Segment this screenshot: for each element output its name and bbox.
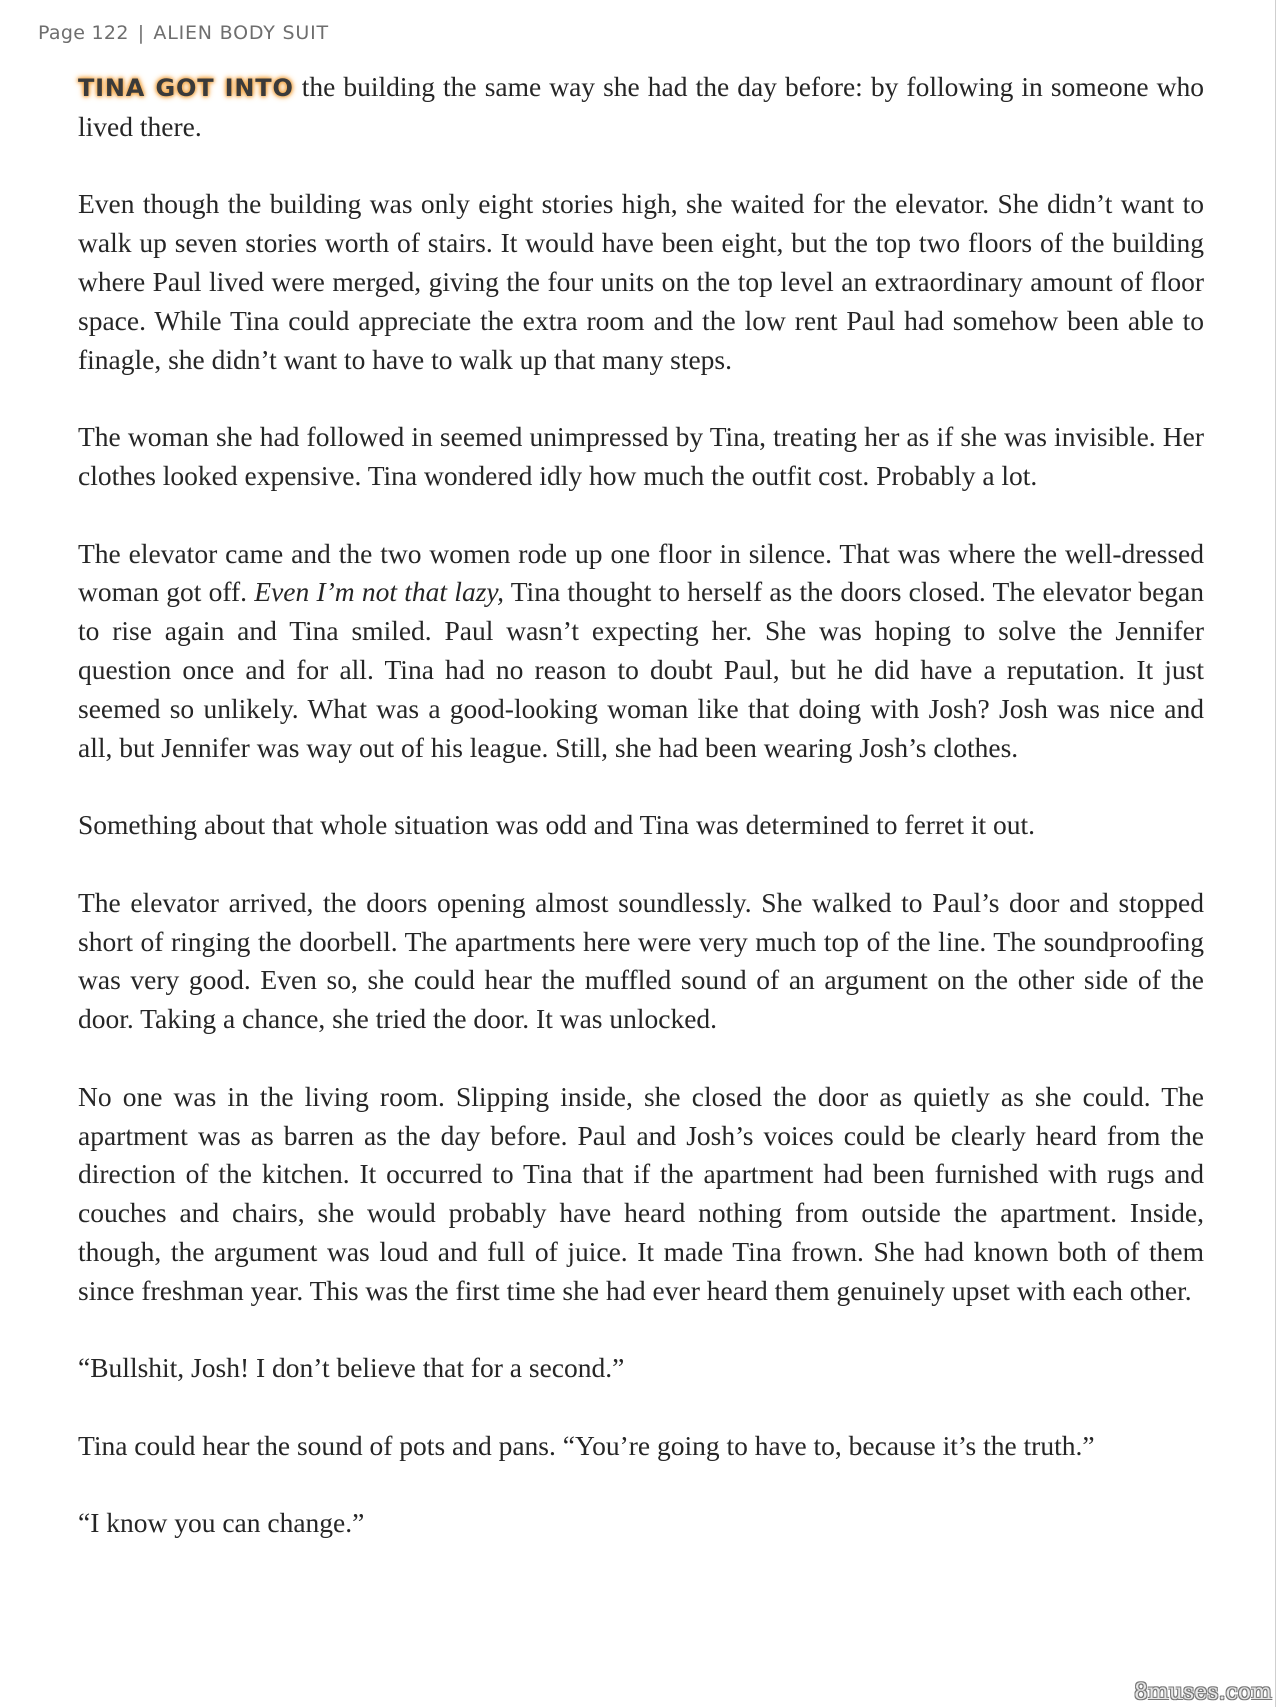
paragraph-1	[78, 68, 1204, 147]
paragraph-9: Tina could hear the sound of pots and pans. “You’re going to have to, because it’s the truth.”	[78, 1429, 1095, 1461]
paragraph-1-text: the building the same way she had the day before: by following in someone who lived there.	[78, 71, 1204, 142]
paragraph-4	[78, 535, 1204, 768]
paragraph-7: No one was in the living room. Slipping inside, she closed the door as quietly as she could. The apartment was as barren as the day before. Paul and Josh’s voices could be clearly heard from the direction of the kitchen. It occurred to Tina that if the apartment had been furnished with rugs and couches and chairs, she would probably have heard nothing from outside the apartment. Inside, though, the argument was loud and full of juice. It made Tina frown. She had known both of them since freshman year. This was the first time she had ever heard them genuinely upset with each other.	[78, 1080, 1204, 1306]
paragraph-5: Something about that whole situation was odd and Tina was determined to ferret it out.	[78, 809, 1036, 841]
dialogue-2: “I know you can change.”	[78, 1507, 365, 1539]
header-separator: |	[137, 22, 145, 44]
paragraph-3: The woman she had followed in seemed unimpressed by Tina, treating her as if she was invisible. Her clothes looked expensive. Tina wondered idly how much the outfit cost. Probably a lot.	[78, 421, 1204, 491]
dialogue-1: “Bullshit, Josh! I don’t believe that for a second.”	[78, 1352, 625, 1384]
page-number: Page 122	[38, 22, 129, 44]
italic-thought: Even I’m not that lazy,	[254, 576, 504, 608]
running-header	[38, 22, 329, 44]
lead-in-highlight: TINA GOT INTO	[78, 74, 294, 102]
paragraph-4-text-a: The elevator came and the two women rode up one floor in silence. That was where the well-dressed woman got off.	[78, 537, 1204, 608]
site-watermark: 8muses.com	[1133, 1680, 1272, 1705]
paragraph-6: The elevator arrived, the doors opening almost soundlessly. She walked to Paul’s door and stopped short of ringing the doorbell. The apartments here were very much top of the line. The soundproofing was very good. Even so, she could hear the muffled sound of an argument on the other side of the door. Taking a chance, she tried the door. It was unlocked.	[78, 886, 1204, 1035]
chapter-body	[78, 68, 1204, 1582]
page-edge-rule	[1275, 0, 1276, 1707]
paragraph-2: Even though the building was only eight stories high, she waited for the elevator. She didn’t want to walk up seven stories worth of stairs. It would have been eight, but the top two floors of the building where Paul lived were merged, giving the four units on the top level an extraordinary amount of floor space. While Tina could appreciate the extra room and the low rent Paul had somehow been able to finagle, she didn’t want to have to walk up that many steps.	[78, 188, 1204, 375]
paragraph-4-text-b: Tina thought to herself as the doors closed. The elevator began to rise again and Tina smiled. Paul wasn’t expecting her. She was hoping to solve the Jennifer question once and for all. Tina had no reason to doubt Paul, but he did have a reputation. It just seemed so unlikely. What was a good-looking woman like that doing with Josh? Josh was nice and all, but Jennifer was way out of his league. Still, she had been wearing Josh’s clothes.	[78, 576, 1205, 763]
book-title: ALIEN BODY SUIT	[153, 22, 329, 44]
